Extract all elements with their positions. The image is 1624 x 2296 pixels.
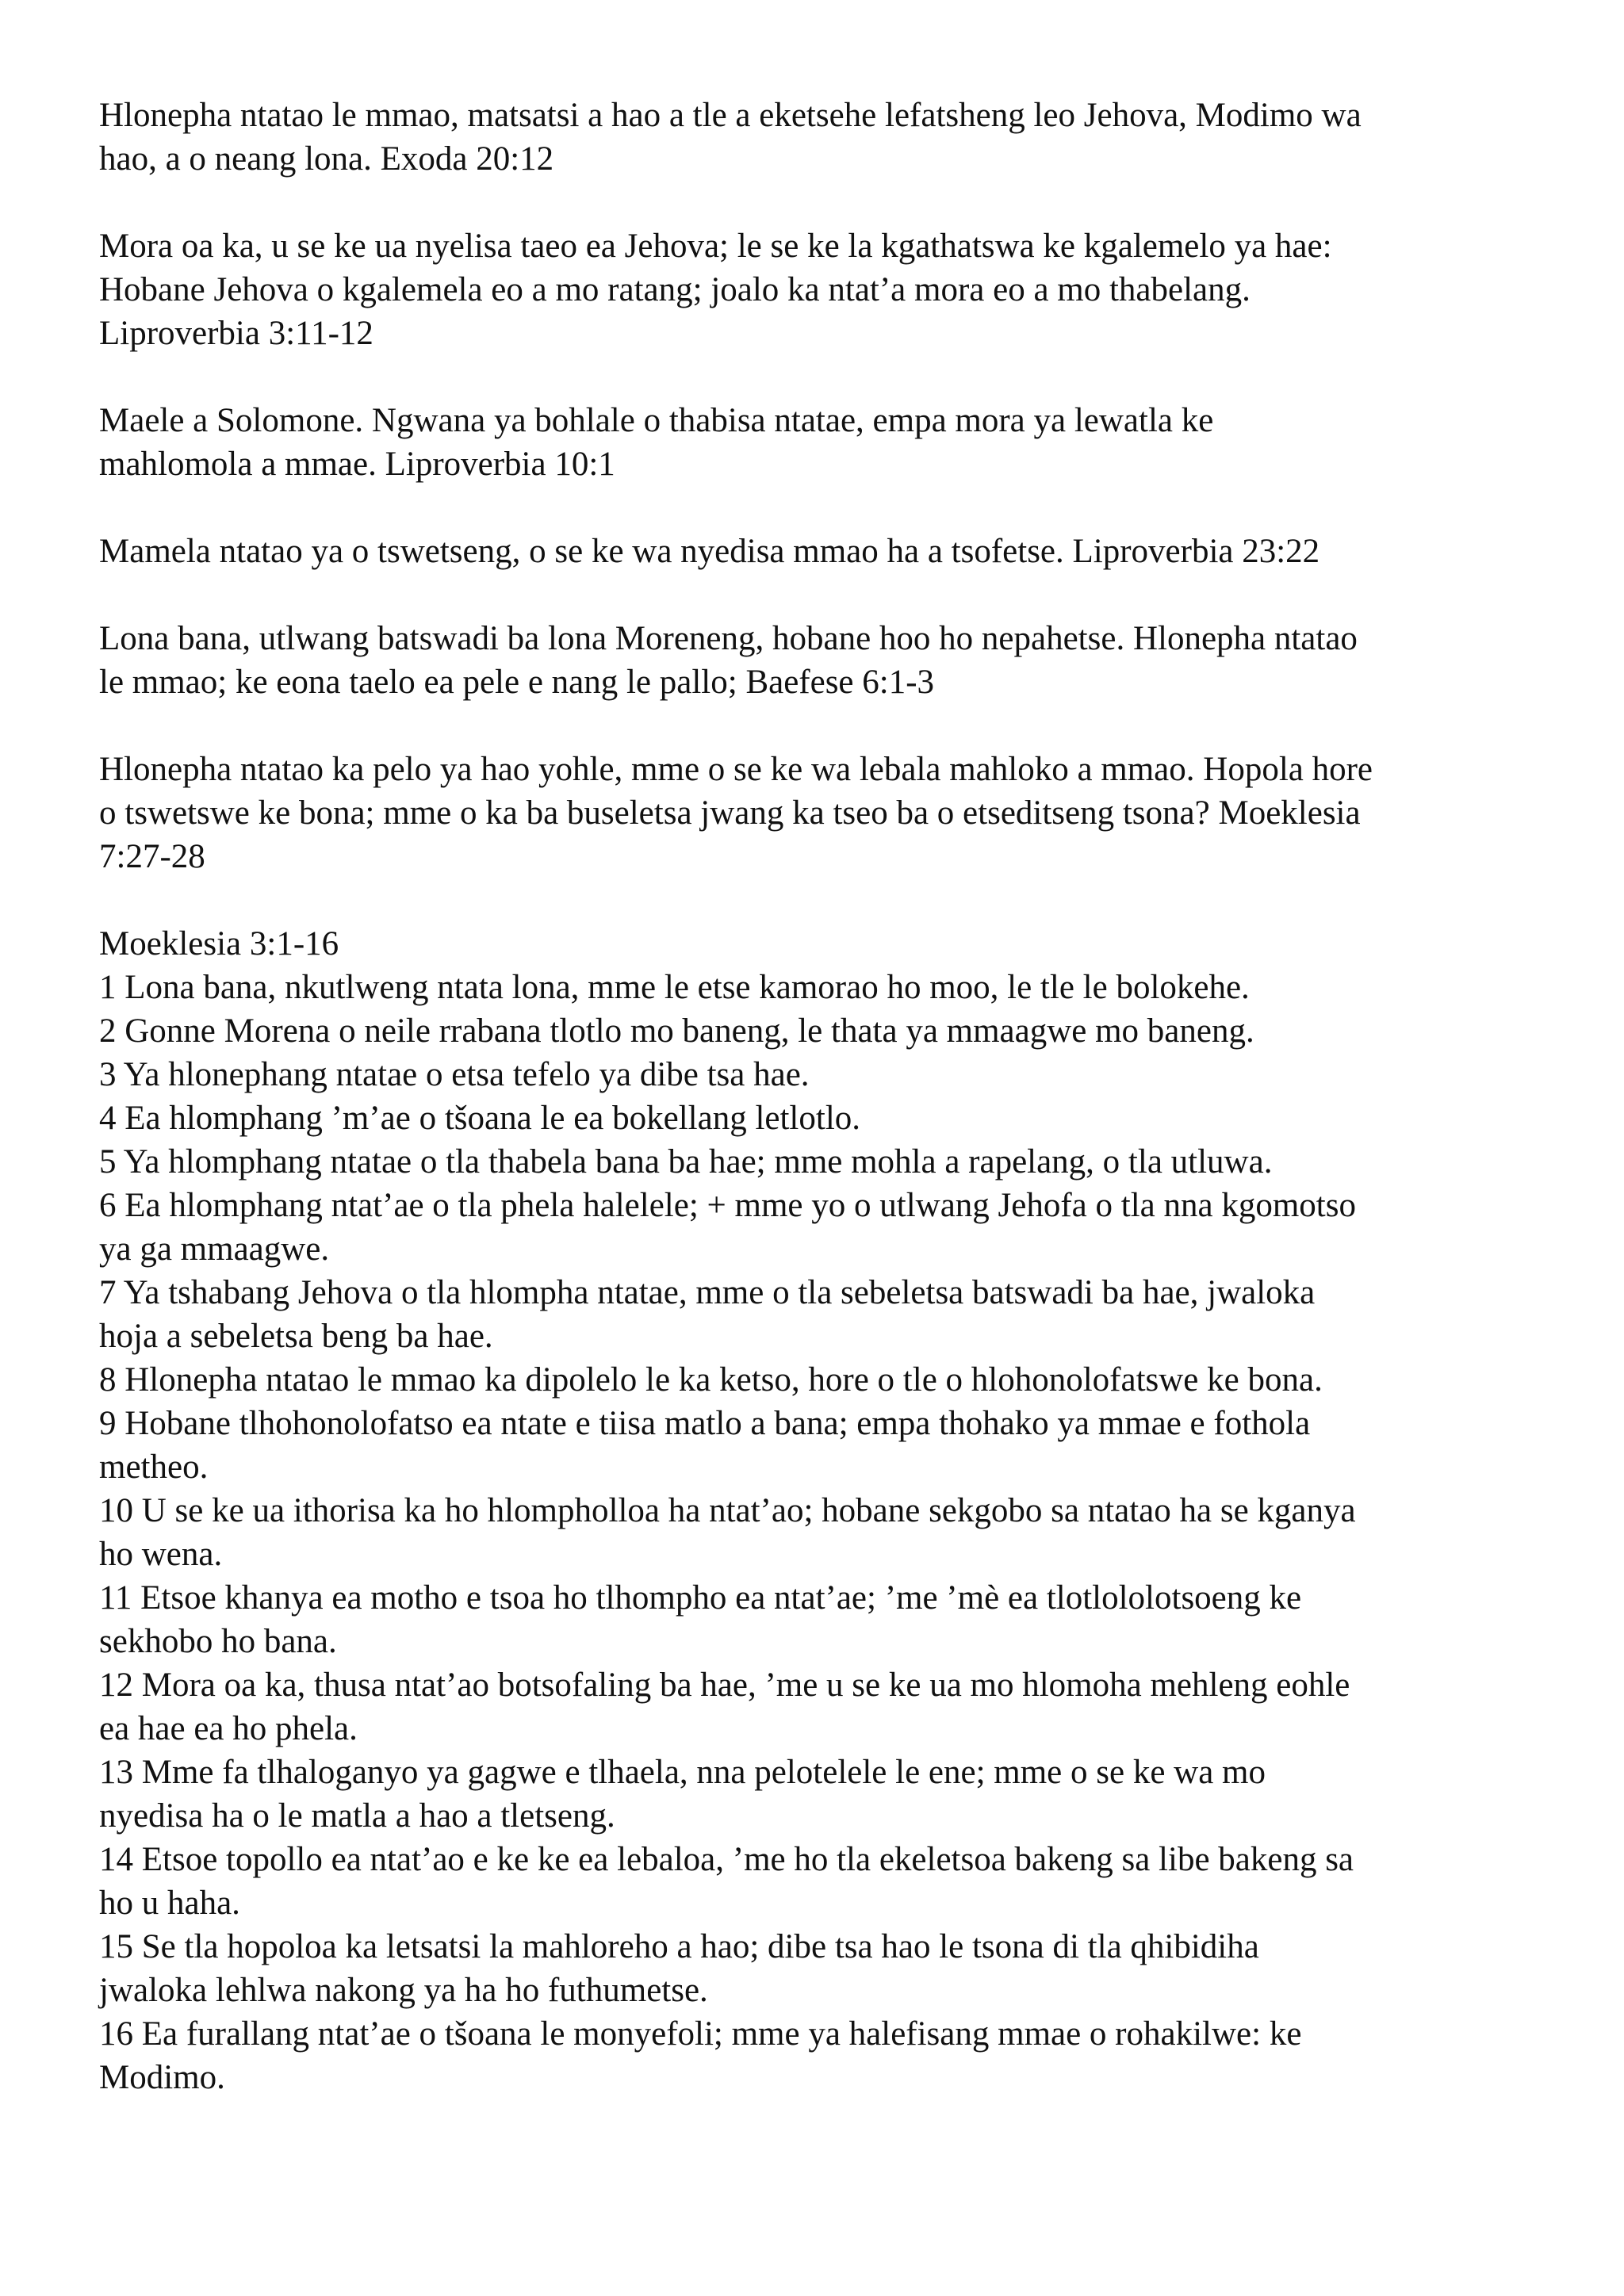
verse-line: ea hae ea ho phela. <box>99 1710 358 1747</box>
text-line: Maele a Solomone. Ngwana ya bohlale o thabisa ntatae, empa mora ya lewatla ke <box>99 402 1214 439</box>
verse-10 <box>99 1489 1542 1576</box>
text-line: hao, a o neang lona. Exoda 20:12 <box>99 140 554 178</box>
verse-line: 1 Lona bana, nkutlweng ntata lona, mme le etse kamorao ho moo, le tle le bolokehe. <box>99 969 1250 1006</box>
text-line: Hlonepha ntatao le mmao, matsatsi a hao a tle a eketsehe lefatsheng leo Jehova, Modimo wa <box>99 97 1362 134</box>
verse-line: nyedisa ha o le matla a hao a tletseng. <box>99 1797 615 1835</box>
section-moeklesia-3 <box>99 922 1542 2099</box>
verse-line: 15 Se tla hopoloa ka letsatsi la mahloreho a hao; dibe tsa hao le tsona di tla qhibidiha <box>99 1928 1259 1965</box>
verse-12 <box>99 1663 1542 1751</box>
verse-line: 7 Ya tshabang Jehova o tla hlompha ntatae, mme o tla sebeletsa batswadi ba hae, jwaloka <box>99 1274 1316 1311</box>
verse-line: 5 Ya hlomphang ntatae o tla thabela bana ba hae; mme mohla a rapelang, o tla utluwa. <box>99 1143 1273 1181</box>
verse-line: metheo. <box>99 1448 209 1486</box>
verse-line: Modimo. <box>99 2059 225 2096</box>
paragraph-liproverbia-23 <box>99 530 1542 573</box>
verse-7 <box>99 1271 1542 1358</box>
verse-line: 6 Ea hlomphang ntat’ae o tla phela halelele; + mme yo o utlwang Jehofa o tla nna kgomotso <box>99 1187 1356 1224</box>
paragraph-liproverbia-3 <box>99 224 1542 355</box>
verse-15 <box>99 1925 1542 2012</box>
document-page <box>99 94 1542 2099</box>
verse-5 <box>99 1140 1542 1184</box>
text-line: Mora oa ka, u se ke ua nyelisa taeo ea Jehova; le se ke la kgathatswa ke kgalemelo ya hae: <box>99 228 1332 265</box>
verse-8 <box>99 1358 1542 1402</box>
paragraph-baefese <box>99 617 1542 704</box>
text-line: o tswetswe ke bona; mme o ka ba buseletsa jwang ka tseo ba o etseditseng tsona? Moeklesia <box>99 794 1361 832</box>
verse-line: hoja a sebeletsa beng ba hae. <box>99 1318 493 1355</box>
verse-line: 13 Mme fa tlhaloganyo ya gagwe e tlhaela, nna pelotelele le ene; mme o se ke wa mo <box>99 1754 1266 1791</box>
verse-line: 10 U se ke ua ithorisa ka ho hlompholloa ha ntat’ao; hobane sekgobo sa ntatao ha se kganya <box>99 1492 1356 1529</box>
verse-3 <box>99 1053 1542 1096</box>
text-line: Hobane Jehova o kgalemela eo a mo ratang; joalo ka ntat’a mora eo a mo thabelang. <box>99 271 1251 308</box>
verse-line: 3 Ya hlonephang ntatae o etsa tefelo ya dibe tsa hae. <box>99 1056 810 1093</box>
verse-4 <box>99 1096 1542 1140</box>
verse-line: ya ga mmaagwe. <box>99 1230 330 1268</box>
verse-line: jwaloka lehlwa nakong ya ha ho futhumetse. <box>99 1972 708 2009</box>
verse-2 <box>99 1009 1542 1053</box>
verse-line: 16 Ea furallang ntat’ae o tšoana le monyefoli; mme ya halefisang mmae o rohakilwe: ke <box>99 2015 1302 2053</box>
verse-line: 4 Ea hlomphang ’m’ae o tšoana le ea bokellang letlotlo. <box>99 1100 861 1137</box>
verse-16 <box>99 2012 1542 2099</box>
verse-1 <box>99 966 1542 1009</box>
text-line: Hlonepha ntatao ka pelo ya hao yohle, mme o se ke wa lebala mahloko a mmao. Hopola hore <box>99 751 1373 788</box>
text-line: Mamela ntatao ya o tswetseng, o se ke wa nyedisa mmao ha a tsofetse. Liproverbia 23:22 <box>99 533 1320 570</box>
verse-line: 14 Etsoe topollo ea ntat’ao e ke ke ea lebaloa, ’me ho tla ekeletsoa bakeng sa libe bakeng sa <box>99 1841 1354 1878</box>
paragraph-exoda <box>99 94 1542 181</box>
verse-6 <box>99 1184 1542 1271</box>
paragraph-moeklesia-7 <box>99 748 1542 878</box>
text-line: 7:27-28 <box>99 838 205 875</box>
section-title: Moeklesia 3:1-16 <box>99 925 339 962</box>
verse-14 <box>99 1838 1542 1925</box>
verse-line: ho u haha. <box>99 1885 240 1922</box>
text-line: le mmao; ke eona taelo ea pele e nang le pallo; Baefese 6:1-3 <box>99 664 935 701</box>
verse-line: 8 Hlonepha ntatao le mmao ka dipolelo le ka ketso, hore o tle o hlohonolofatswe ke bona. <box>99 1361 1323 1399</box>
verse-11 <box>99 1576 1542 1663</box>
verse-line: ho wena. <box>99 1536 223 1573</box>
verse-13 <box>99 1751 1542 1838</box>
paragraph-liproverbia-10 <box>99 399 1542 486</box>
verse-line: sekhobo ho bana. <box>99 1623 337 1660</box>
text-line: mahlomola a mmae. Liproverbia 10:1 <box>99 446 615 483</box>
verse-line: 2 Gonne Morena o neile rrabana tlotlo mo baneng, le thata ya mmaagwe mo baneng. <box>99 1012 1254 1050</box>
text-line: Lona bana, utlwang batswadi ba lona Moreneng, hobane hoo ho nepahetse. Hlonepha ntatao <box>99 620 1358 657</box>
verse-line: 12 Mora oa ka, thusa ntat’ao botsofaling ba hae, ’me u se ke ua mo hlomoha mehleng eohle <box>99 1667 1350 1704</box>
verse-line: 11 Etsoe khanya ea motho e tsoa ho tlhompho ea ntat’ae; ’me ’mè ea tlotlololotsoeng ke <box>99 1579 1302 1617</box>
text-line: Liproverbia 3:11-12 <box>99 315 373 352</box>
verse-9 <box>99 1402 1542 1489</box>
verse-line: 9 Hobane tlhohonolofatso ea ntate e tiisa matlo a bana; empa thohako ya mmae e fothola <box>99 1405 1311 1442</box>
